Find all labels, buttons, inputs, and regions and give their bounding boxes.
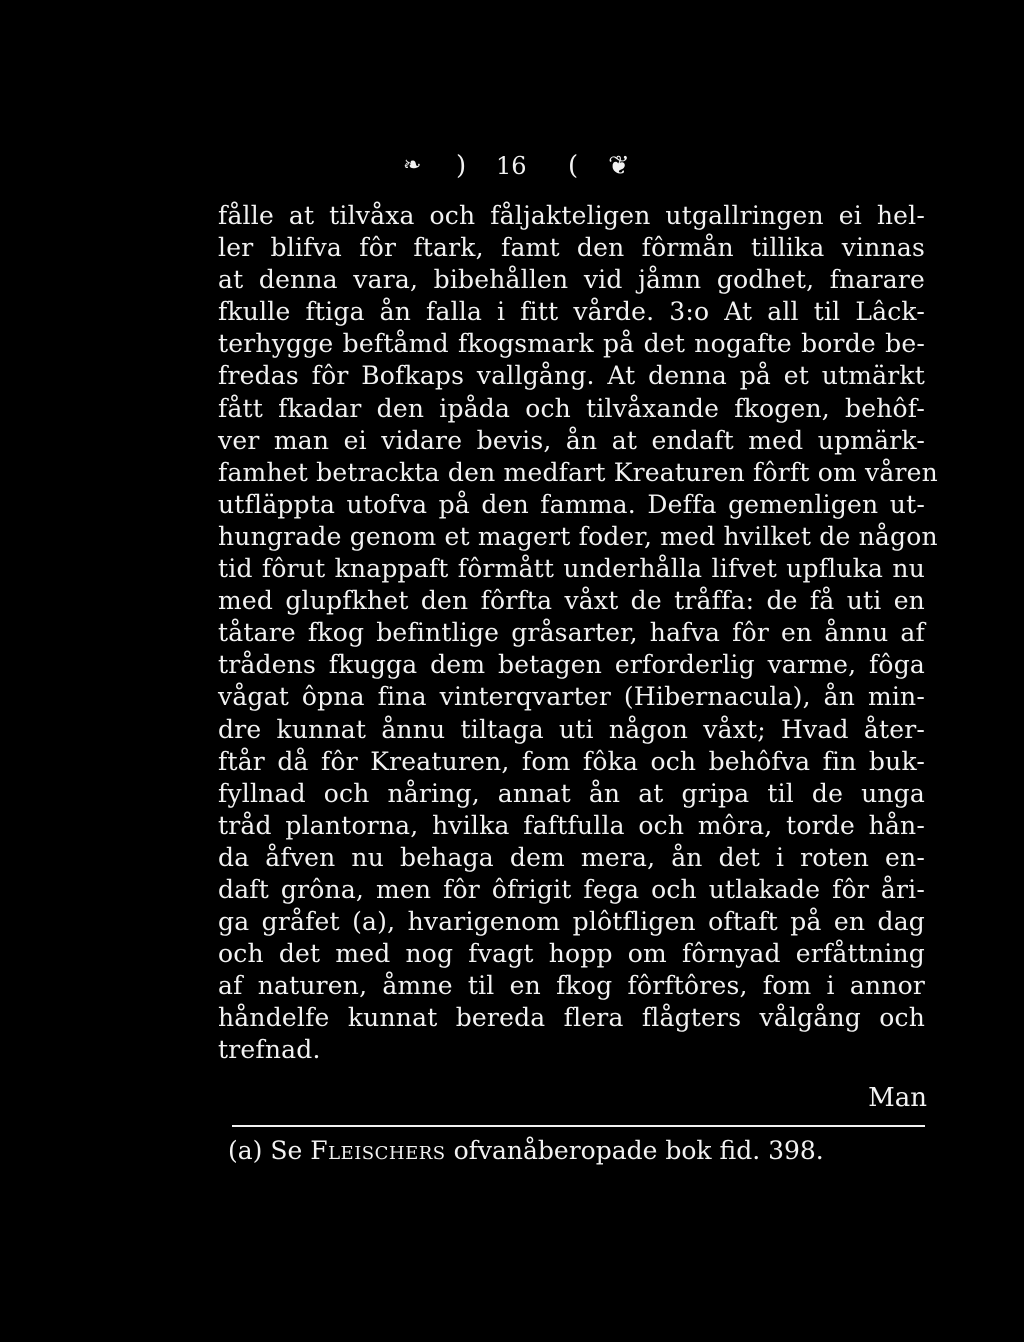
text-line: famhet betrackta den medfart Kreaturen fôrft om våren [218,457,938,487]
text-line: fått fkadar den ipåda och tilvåxande fkogen, behôf- [218,393,925,423]
text-line: ga gråfet (a), hvarigenom plôtfligen oftaft på en dag [218,907,925,937]
text-line: af naturen, åmne til en fkog fôrftôres, fom i annor [218,971,925,1001]
text-line: med glupfkhet den fôrfta våxt de tråffa: de få uti en [218,586,925,616]
page-number: 16 [496,152,527,180]
fleuron-left-icon: ❧ [403,153,422,178]
text-line: terhygge beftåmd fkogsmark på det nogafte borde be- [218,329,925,359]
fleuron-right-icon: ❦ [608,151,630,181]
text-line: håndelfe kunnat bereda flera flågters vålgång och [218,1003,925,1033]
footnote-rest: ofvanåberopade bok fid. 398. [453,1136,824,1165]
header-bracket-right: ( [568,151,579,181]
body-paragraph [218,200,938,1067]
text-line: ftår då fôr Kreaturen, fom fôka och behôfva fin buk- [218,746,925,776]
header-bracket-left: ) [456,151,467,181]
text-line: fålle at tilvåxa och fåljakteligen utgallringen ei hel- [218,201,925,230]
running-header [0,146,1024,186]
text-line: ler blifva fôr ftark, famt den fôrmån tillika vinnas [218,233,925,263]
footnote-prefix: Se [270,1136,303,1165]
text-line: och det med nog fvagt hopp om fôrnyad erfåttning [218,939,925,969]
text-line: trefnad. [218,1035,321,1065]
text-line: tid fôrut knappaft fôrmått underhålla lifvet upfluka nu [218,554,925,584]
text-line: ver man ei vidare bevis, ån at endaft med upmärk- [218,425,925,455]
text-line: daft grôna, men fôr ôfrigit fega och utlakade fôr åri- [218,874,925,904]
footnote-rule [232,1125,925,1127]
footnote [228,1135,928,1167]
text-line: tåtare fkog befintlige gråsarter, hafva fôr en ånnu af [218,618,925,648]
footnote-marker: (a) [228,1136,263,1165]
text-line: vågat ôpna fina vinterqvarter (Hibernacula), ån min- [218,682,925,712]
text-line: trådens fkugga dem betagen erforderlig varme, fôga [218,650,925,680]
catchword: Man [868,1083,927,1113]
text-line: utfläppta utofva på den famma. Deffa gemenligen ut- [218,489,925,519]
footnote-author: Fleischers [310,1136,446,1165]
text-line: da åfven nu behaga dem mera, ån det i roten en- [218,842,925,872]
text-line: tråd plantorna, hvilka faftfulla och môra, torde hån- [218,810,925,840]
text-line: hungrade genom et magert foder, med hvilket de någon [218,521,938,551]
text-line: dre kunnat ånnu tiltaga uti någon våxt; Hvad åter- [218,714,925,744]
text-line: fredas fôr Bofkaps vallgång. At denna på et utmärkt [218,361,925,391]
text-line: at denna vara, bibehållen vid jåmn godhet, fnarare [218,265,925,295]
text-line: fyllnad och nåring, annat ån at gripa til de unga [218,778,925,808]
text-line: fkulle ftiga ån falla i fitt vårde. 3:o At all til Lâck- [218,297,925,327]
